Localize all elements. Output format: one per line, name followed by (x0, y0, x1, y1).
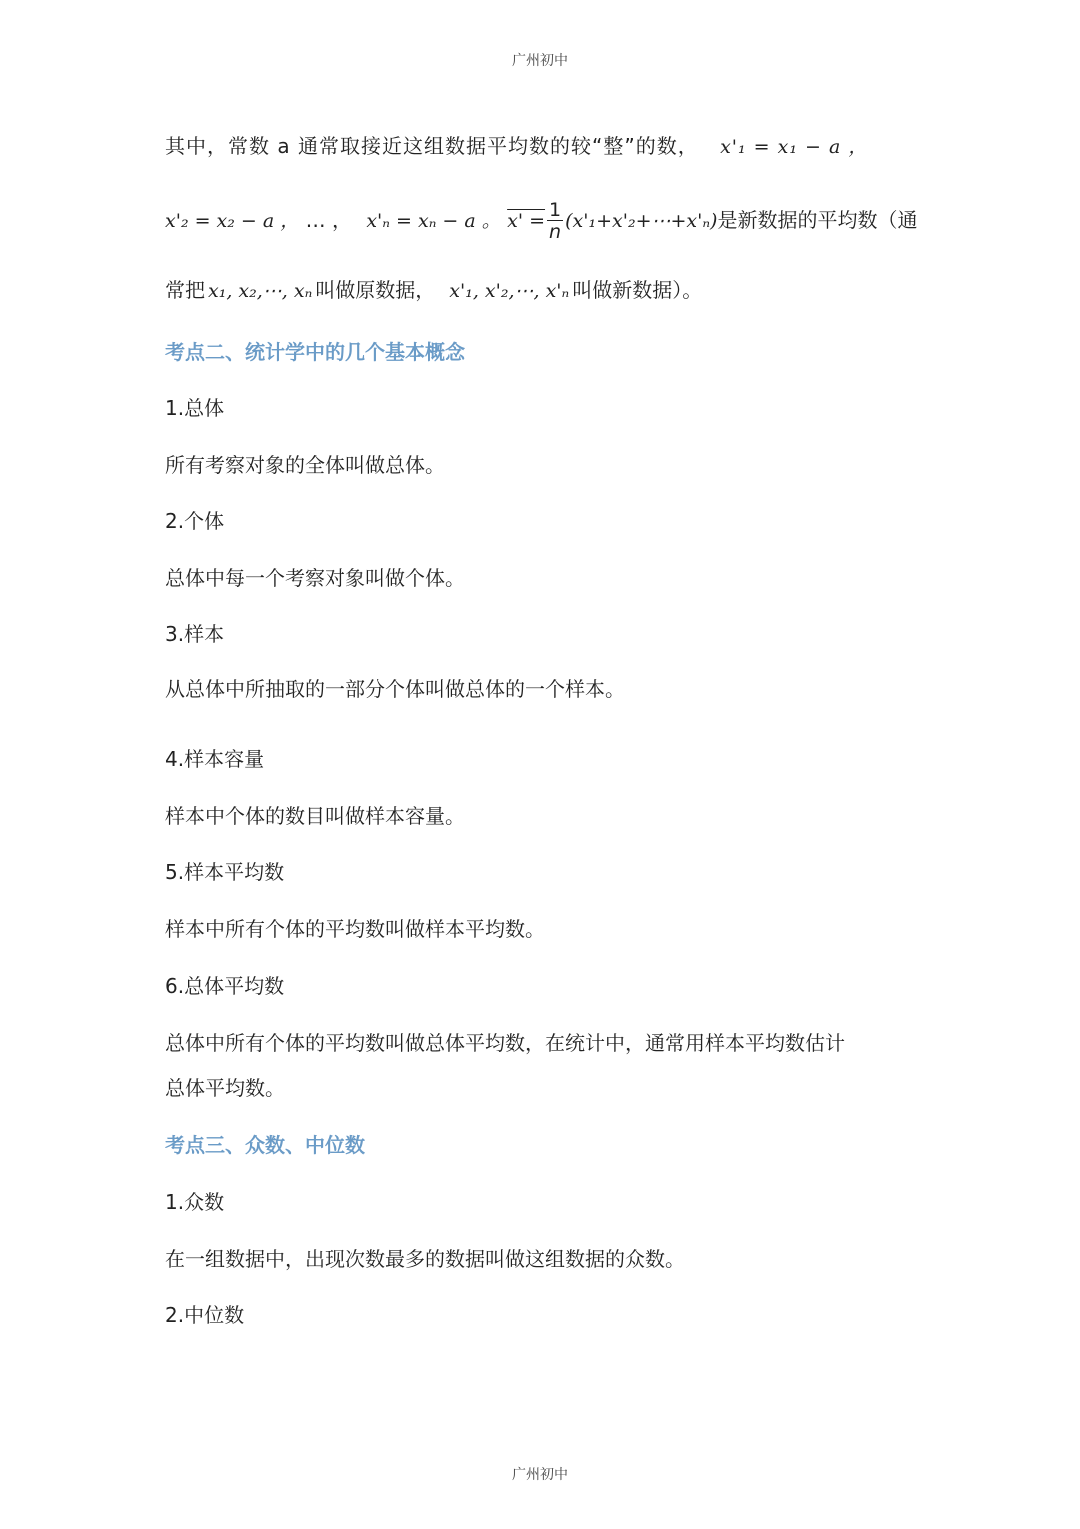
formula-mean-left: x' = (507, 210, 546, 232)
intro-text-3a: 常把 (165, 278, 205, 302)
fraction (547, 200, 563, 243)
formula-x2: x'₂ = x₂ − a ， (165, 210, 300, 232)
intro-line-3 (165, 276, 925, 305)
item-body: 总体中每一个考察对象叫做个体。 (165, 566, 465, 590)
item-body: 在一组数据中，出现次数最多的数据叫做这组数据的众数。 (165, 1247, 685, 1271)
item-body: 从总体中所抽取的一部分个体叫做总体的一个样本。 (165, 677, 625, 701)
intro-text-3c: 叫做新数据）。 (572, 278, 703, 302)
page-footer: 广州初中 (512, 1467, 568, 1483)
fraction-denominator: n (549, 221, 562, 243)
formula-x1: x'₁ = x₁ − a ， (720, 136, 869, 158)
page-header: 广州初中 (512, 53, 568, 69)
item-title: 3.样本 (165, 622, 225, 646)
section-2-title: 考点二、统计学中的几个基本概念 (165, 340, 465, 364)
item-title: 5.样本平均数 (165, 860, 285, 884)
item-title: 1.众数 (165, 1190, 225, 1214)
section-3-title: 考点三、众数、中位数 (165, 1133, 365, 1157)
item-body-cont: 总体平均数。 (165, 1076, 285, 1100)
intro-line-1 (165, 132, 925, 161)
item-title: 4.样本容量 (165, 747, 265, 771)
intro-text-2: 是新数据的平均数（通 (717, 208, 918, 232)
item-title: 1.总体 (165, 396, 225, 420)
item-title: 2.个体 (165, 509, 225, 533)
item-body: 样本中个体的数目叫做样本容量。 (165, 804, 465, 828)
intro-line-2 (165, 198, 925, 248)
item-body: 总体中所有个体的平均数叫做总体平均数，在统计中，通常用样本平均数估计 (165, 1031, 845, 1055)
intro-text: 其中，常数 a 通常取接近这组数据平均数的较“整”的数， (165, 134, 699, 158)
fraction-numerator: 1 (549, 199, 562, 221)
formula-xn: x'ₙ = xₙ − a 。 (366, 210, 501, 232)
item-body: 所有考察对象的全体叫做总体。 (165, 453, 445, 477)
formula-orig-data: x₁, x₂,⋯, xₙ (208, 280, 313, 302)
formula-mean-right: (x'₁+x'₂+⋯+x'ₙ) (565, 210, 718, 232)
ellipsis: … ， (299, 208, 352, 232)
item-title: 2.中位数 (165, 1303, 245, 1327)
item-body: 样本中所有个体的平均数叫做样本平均数。 (165, 917, 545, 941)
formula-new-data: x'₁, x'₂,⋯, x'ₙ (449, 280, 570, 302)
intro-text-3b: 叫做原数据， (315, 278, 436, 302)
item-title: 6.总体平均数 (165, 974, 285, 998)
